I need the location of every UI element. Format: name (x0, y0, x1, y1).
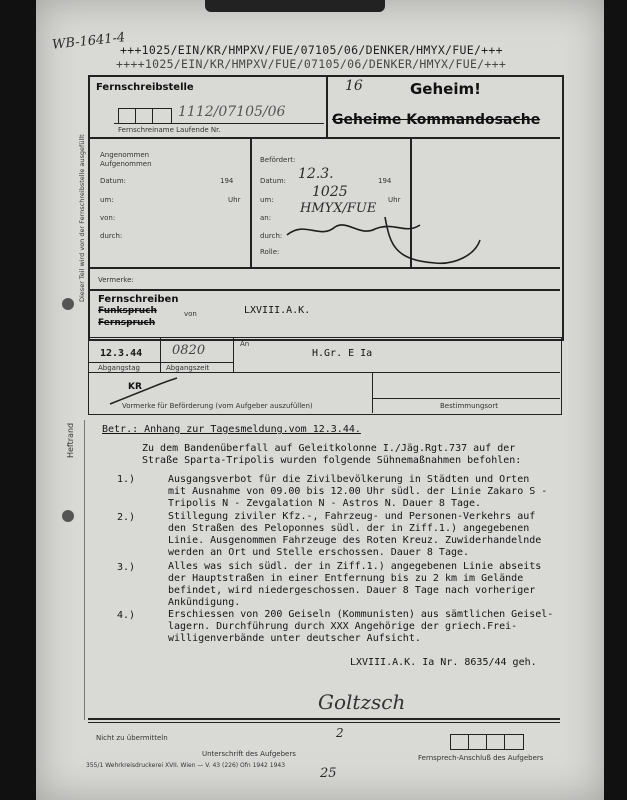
teleprinter-line-1: +++1025/EIN/KR/HMPXV/FUE/07105/06/DENKER/HMYX/FUE/+++ (120, 43, 503, 57)
not-transmit-label: Nicht zu übermitteln (96, 734, 168, 742)
sent-um: um: (260, 196, 274, 204)
intro-line-2: Straße Sparta-Tripolis wurden folgende Sühnemaßnahmen befohlen: (142, 455, 522, 466)
print-line: 355/1 Wehrkreisdruckerei XVII. Wien — V. 43 (226) Ofn 1942 1943 (86, 762, 286, 769)
side-note: Dieser Teil wird von der Fernschreibstelle ausgefüllt (78, 134, 86, 302)
item-line: befindet, wird niedergeschossen. Dauer 8 Tage nach vorheriger (168, 585, 536, 596)
signature-label: Unterschrift des Aufgebers (202, 750, 296, 758)
type-fernspruch-struck: Fernspruch (98, 318, 156, 328)
dispatch-time-label: Abgangszeit (166, 364, 210, 372)
office-title: Fernschreibstelle (96, 82, 194, 93)
item-line: Erschiessen von 200 Geiseln (Kommunisten) aus sämtlichen Geisel- (168, 609, 554, 620)
received-year: 194 (220, 177, 234, 185)
item-line: Ausgangsverbot für die Zivilbevölkerung in Städten und Orten (168, 474, 530, 485)
sent-uhr: Uhr (388, 196, 401, 204)
item-line: werden an Ort und Stelle erschossen. Dauer 8 Tage. (168, 547, 470, 558)
teleprinter-line-2: ++++1025/EIN/KR/HMPXV/FUE/07105/06/DENKER/HMYX/FUE/+++ (116, 57, 507, 71)
item-line: mit Ausnahme von 09.00 bis 12.00 Uhr südl. der Linie Zakaro S - (168, 486, 548, 497)
item-line: Tripolis N - Zevgalation N - Astros N. Dauer 8 Tage. (168, 498, 482, 509)
item-line: Stillegung ziviler Kfz.-, Fahrzeug- und Personen-Verkehrs auf (168, 511, 536, 522)
sender-initials-scribble (285, 215, 485, 275)
type-funkspruch-struck: Funkspruch (98, 306, 157, 316)
dispatch-day-label: Abgangstag (98, 364, 140, 372)
page-number: 16 (345, 78, 363, 94)
kr-mark: KR (128, 382, 142, 392)
signature: Goltzsch (318, 690, 406, 714)
heftrand-label: Heftrand (66, 422, 75, 458)
received-date-label: Datum: (100, 177, 127, 185)
footer-mark-2: 2 (336, 726, 344, 740)
sent-an: an: (260, 214, 272, 222)
phone-boxes (450, 734, 524, 750)
sent-rolle: Rolle: (260, 248, 280, 256)
punch-hole-top (62, 298, 74, 310)
dispatch-day: 12.3.44 (100, 348, 143, 359)
secret-struck-label: Geheime Kommandosache (332, 112, 541, 128)
sent-label: Befördert: (260, 156, 296, 164)
destination-label: Bestimmungsort (440, 402, 498, 410)
recorded-label: Aufgenommen (100, 160, 152, 168)
item-line: Ankündigung. (168, 597, 241, 608)
sent-date-label: Datum: (260, 177, 287, 185)
item-line: der Hauptstraßen in einer Entfernung bis zu 2 km im Gelände (168, 573, 524, 584)
serial-caption: Fernschreiname Laufende Nr. (118, 126, 221, 134)
archive-reference: WB-1641-4 (51, 30, 126, 53)
item-line: Alles was sich südl. der in Ziff.1.) angegebenen Linie abseits (168, 561, 542, 572)
sent-an-value: HMYX/FUE (300, 201, 377, 216)
vermerke-label: Vermerke: (98, 276, 134, 284)
received-uhr: Uhr (228, 196, 241, 204)
intro-line-1: Zu dem Bandenüberfall auf Geleitkolonne I./Jäg.Rgt.737 auf der (142, 443, 516, 454)
item-number: 4.) (117, 610, 136, 621)
item-number: 2.) (117, 512, 136, 523)
binder-clip (205, 0, 385, 12)
dispatch-an-label: An (240, 340, 250, 348)
sent-time-value: 1025 (312, 184, 348, 200)
phone-label: Fernsprech-Anschluß des Aufgebers (418, 754, 544, 762)
dispatch-time: 0820 (172, 343, 206, 358)
closing-reference: LXVIII.A.K. Ia Nr. 8635/44 geh. (350, 657, 537, 668)
serial-value: 1112/07105/06 (178, 104, 286, 120)
serial-boxes (118, 108, 172, 124)
type-fernschreiben: Fernschreiben (98, 294, 179, 305)
sender-unit: LXVIII.A.K. (244, 305, 311, 316)
received-label: Angenommen (100, 151, 150, 159)
punch-hole-bottom (62, 510, 74, 522)
item-line: lagern. Durchführung durch XXX Angehörige der griech.Frei- (168, 621, 518, 632)
subject-line: Betr.: Anhang zur Tagesmeldung.vom 12.3.44. (102, 424, 361, 435)
sent-date-value: 12.3. (298, 166, 334, 182)
dispatch-recipient: H.Gr. E Ia (312, 348, 373, 359)
item-number: 3.) (117, 562, 136, 573)
secret-label: Geheim! (410, 80, 481, 98)
item-line: willigenverbände unter deutscher Aufsicht. (168, 633, 421, 644)
forward-note: Vormerke für Beförderung (vom Aufgeber auszufüllen) (122, 402, 313, 410)
received-von: von: (100, 214, 116, 222)
sent-year: 194 (378, 177, 392, 185)
item-line: Linie. Ausgenommen Fahrzeuge des Roten Kreuz. Zuwiderhandelnde (168, 535, 542, 546)
sent-durch: durch: (260, 232, 283, 240)
received-durch: durch: (100, 232, 123, 240)
item-number: 1.) (117, 474, 136, 485)
page-mark: 25 (320, 766, 337, 781)
item-line: den Straßen des Peloponnes südl. der in Ziff.1.) angegebenen (168, 523, 530, 534)
type-von-label: von (184, 310, 197, 318)
received-um: um: (100, 196, 114, 204)
